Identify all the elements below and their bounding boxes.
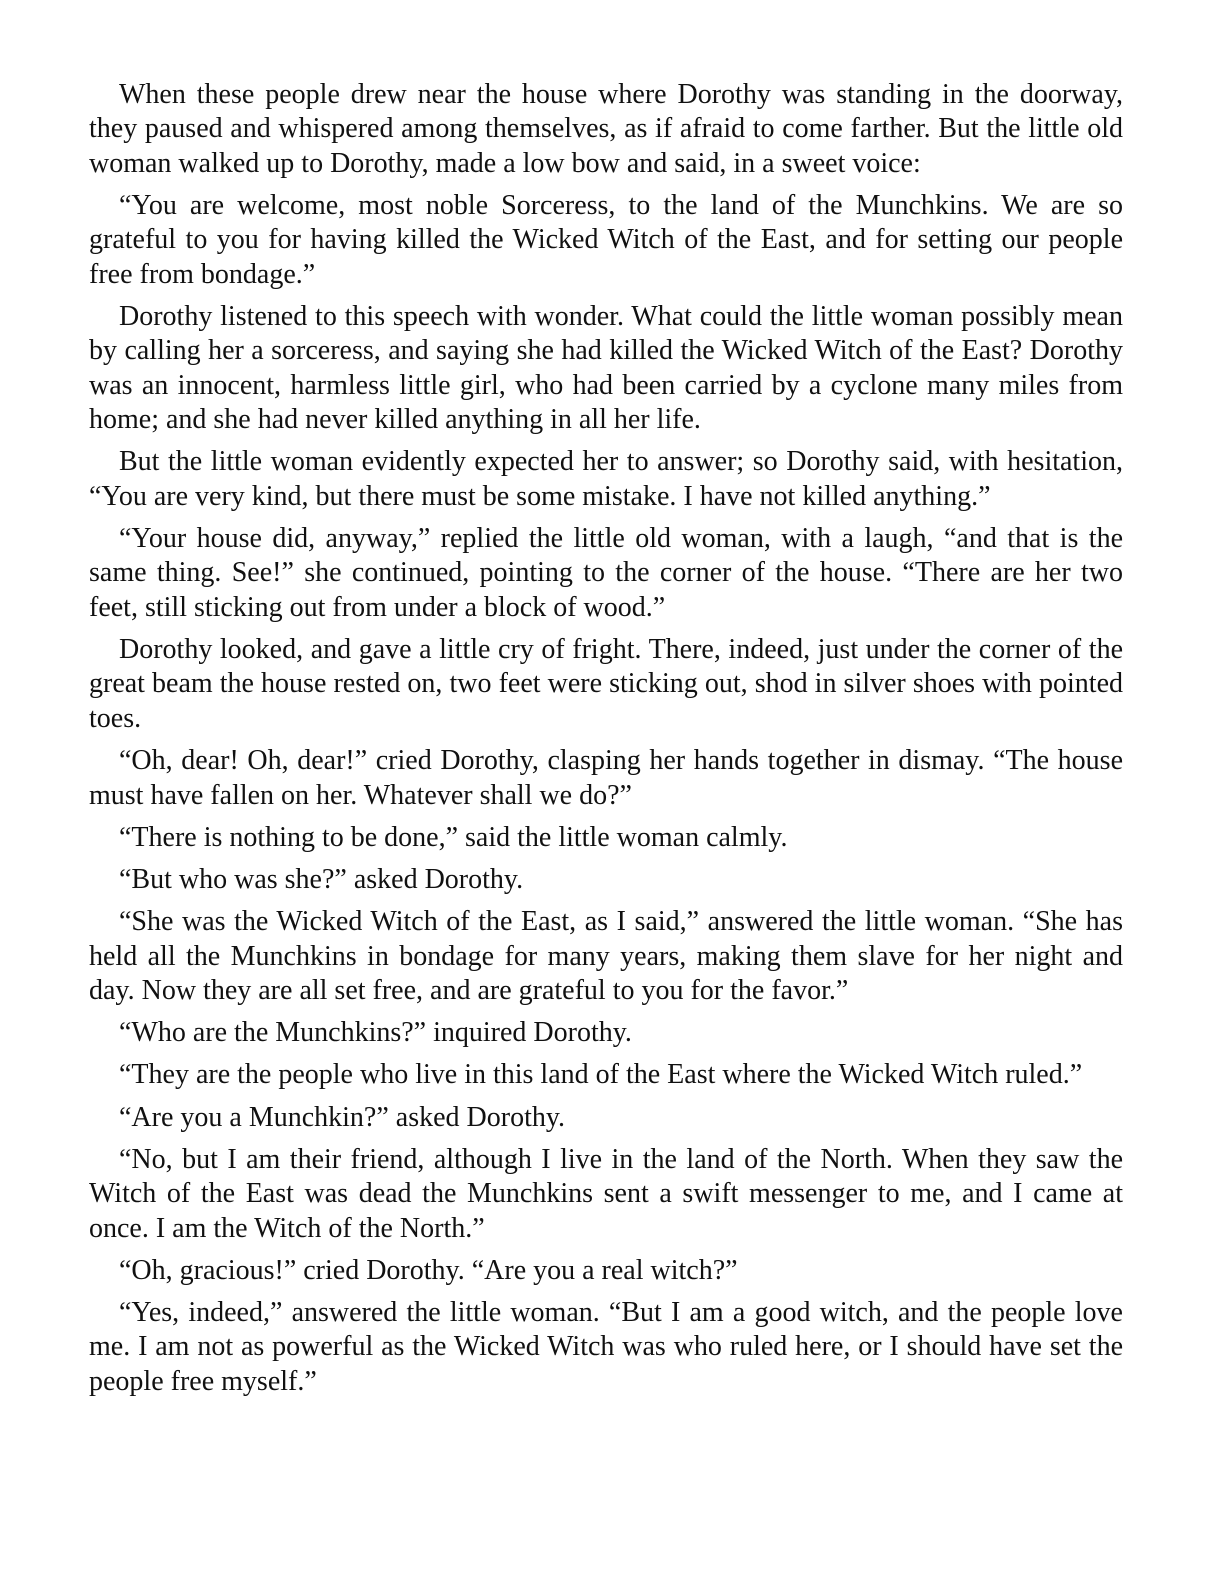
paragraph: “But who was she?” asked Dorothy.	[119, 863, 524, 895]
paragraph: “Who are the Munchkins?” inquired Dorothy.	[119, 1017, 632, 1049]
paragraph: “Oh, gracious!” cried Dorothy. “Are you a real witch?”	[119, 1254, 738, 1286]
paragraph: Dorothy looked, and gave a little cry of fright. There, indeed, just under the corner of the great beam the house rested on, two feet were sticking out, shod in silver shoes with pointed toes.	[89, 634, 1123, 734]
paragraph: When these people drew near the house where Dorothy was standing in the doorway, they paused and whispered among themselves, as if afraid to come farther. But the little old woman walked up to Dorothy, made a low bow and said, in a sweet voice:	[89, 79, 1123, 179]
paragraph: “You are welcome, most noble Sorceress, to the land of the Munchkins. We are so grateful to you for having killed the Wicked Witch of the East, and for setting our people free from bondage.”	[89, 190, 1123, 290]
paragraph: “Your house did, anyway,” replied the little old woman, with a laugh, “and that is the same thing. See!” she continued, pointing to the corner of the house. “There are her two feet, still sticking out from under a block of wood.”	[89, 523, 1123, 623]
paragraph: But the little woman evidently expected her to answer; so Dorothy said, with hesitation, “You are very kind, but there must be some mistake. I have not killed anything.”	[89, 446, 1123, 512]
paragraph: “No, but I am their friend, although I live in the land of the North. When they saw the Witch of the East was dead the Munchkins sent a swift messenger to me, and I came at once. I am the Witch of the North.”	[89, 1143, 1123, 1244]
paragraph: “Are you a Munchkin?” asked Dorothy.	[119, 1101, 566, 1133]
paragraph: “Oh, dear! Oh, dear!” cried Dorothy, clasping her hands together in dismay. “The house must have fallen on her. Whatever shall we do?”	[89, 745, 1123, 811]
paragraph: “They are the people who live in this land of the East where the Wicked Witch ruled.”	[119, 1059, 1083, 1091]
paragraph: “She was the Wicked Witch of the East, as I said,” answered the little woman. “She has held all the Munchkins in bondage for many years, making them slave for her night and day. Now they are all set free, and are grateful to you for the favor.”	[89, 906, 1123, 1006]
page-body	[89, 78, 1123, 1407]
paragraph: “There is nothing to be done,” said the little woman calmly.	[119, 821, 788, 853]
paragraph: “Yes, indeed,” answered the little woman. “But I am a good witch, and the people love me. I am not as powerful as the Wicked Witch was who ruled here, or I should have set the people free myself.”	[89, 1296, 1123, 1397]
paragraph: Dorothy listened to this speech with wonder. What could the little woman possibly mean by calling her a sorceress, and saying she had killed the Wicked Witch of the East? Dorothy was an innocent, harmless little girl, who had been carried by a cyclone many miles from home; and she had never killed anything in all her life.	[89, 301, 1123, 436]
